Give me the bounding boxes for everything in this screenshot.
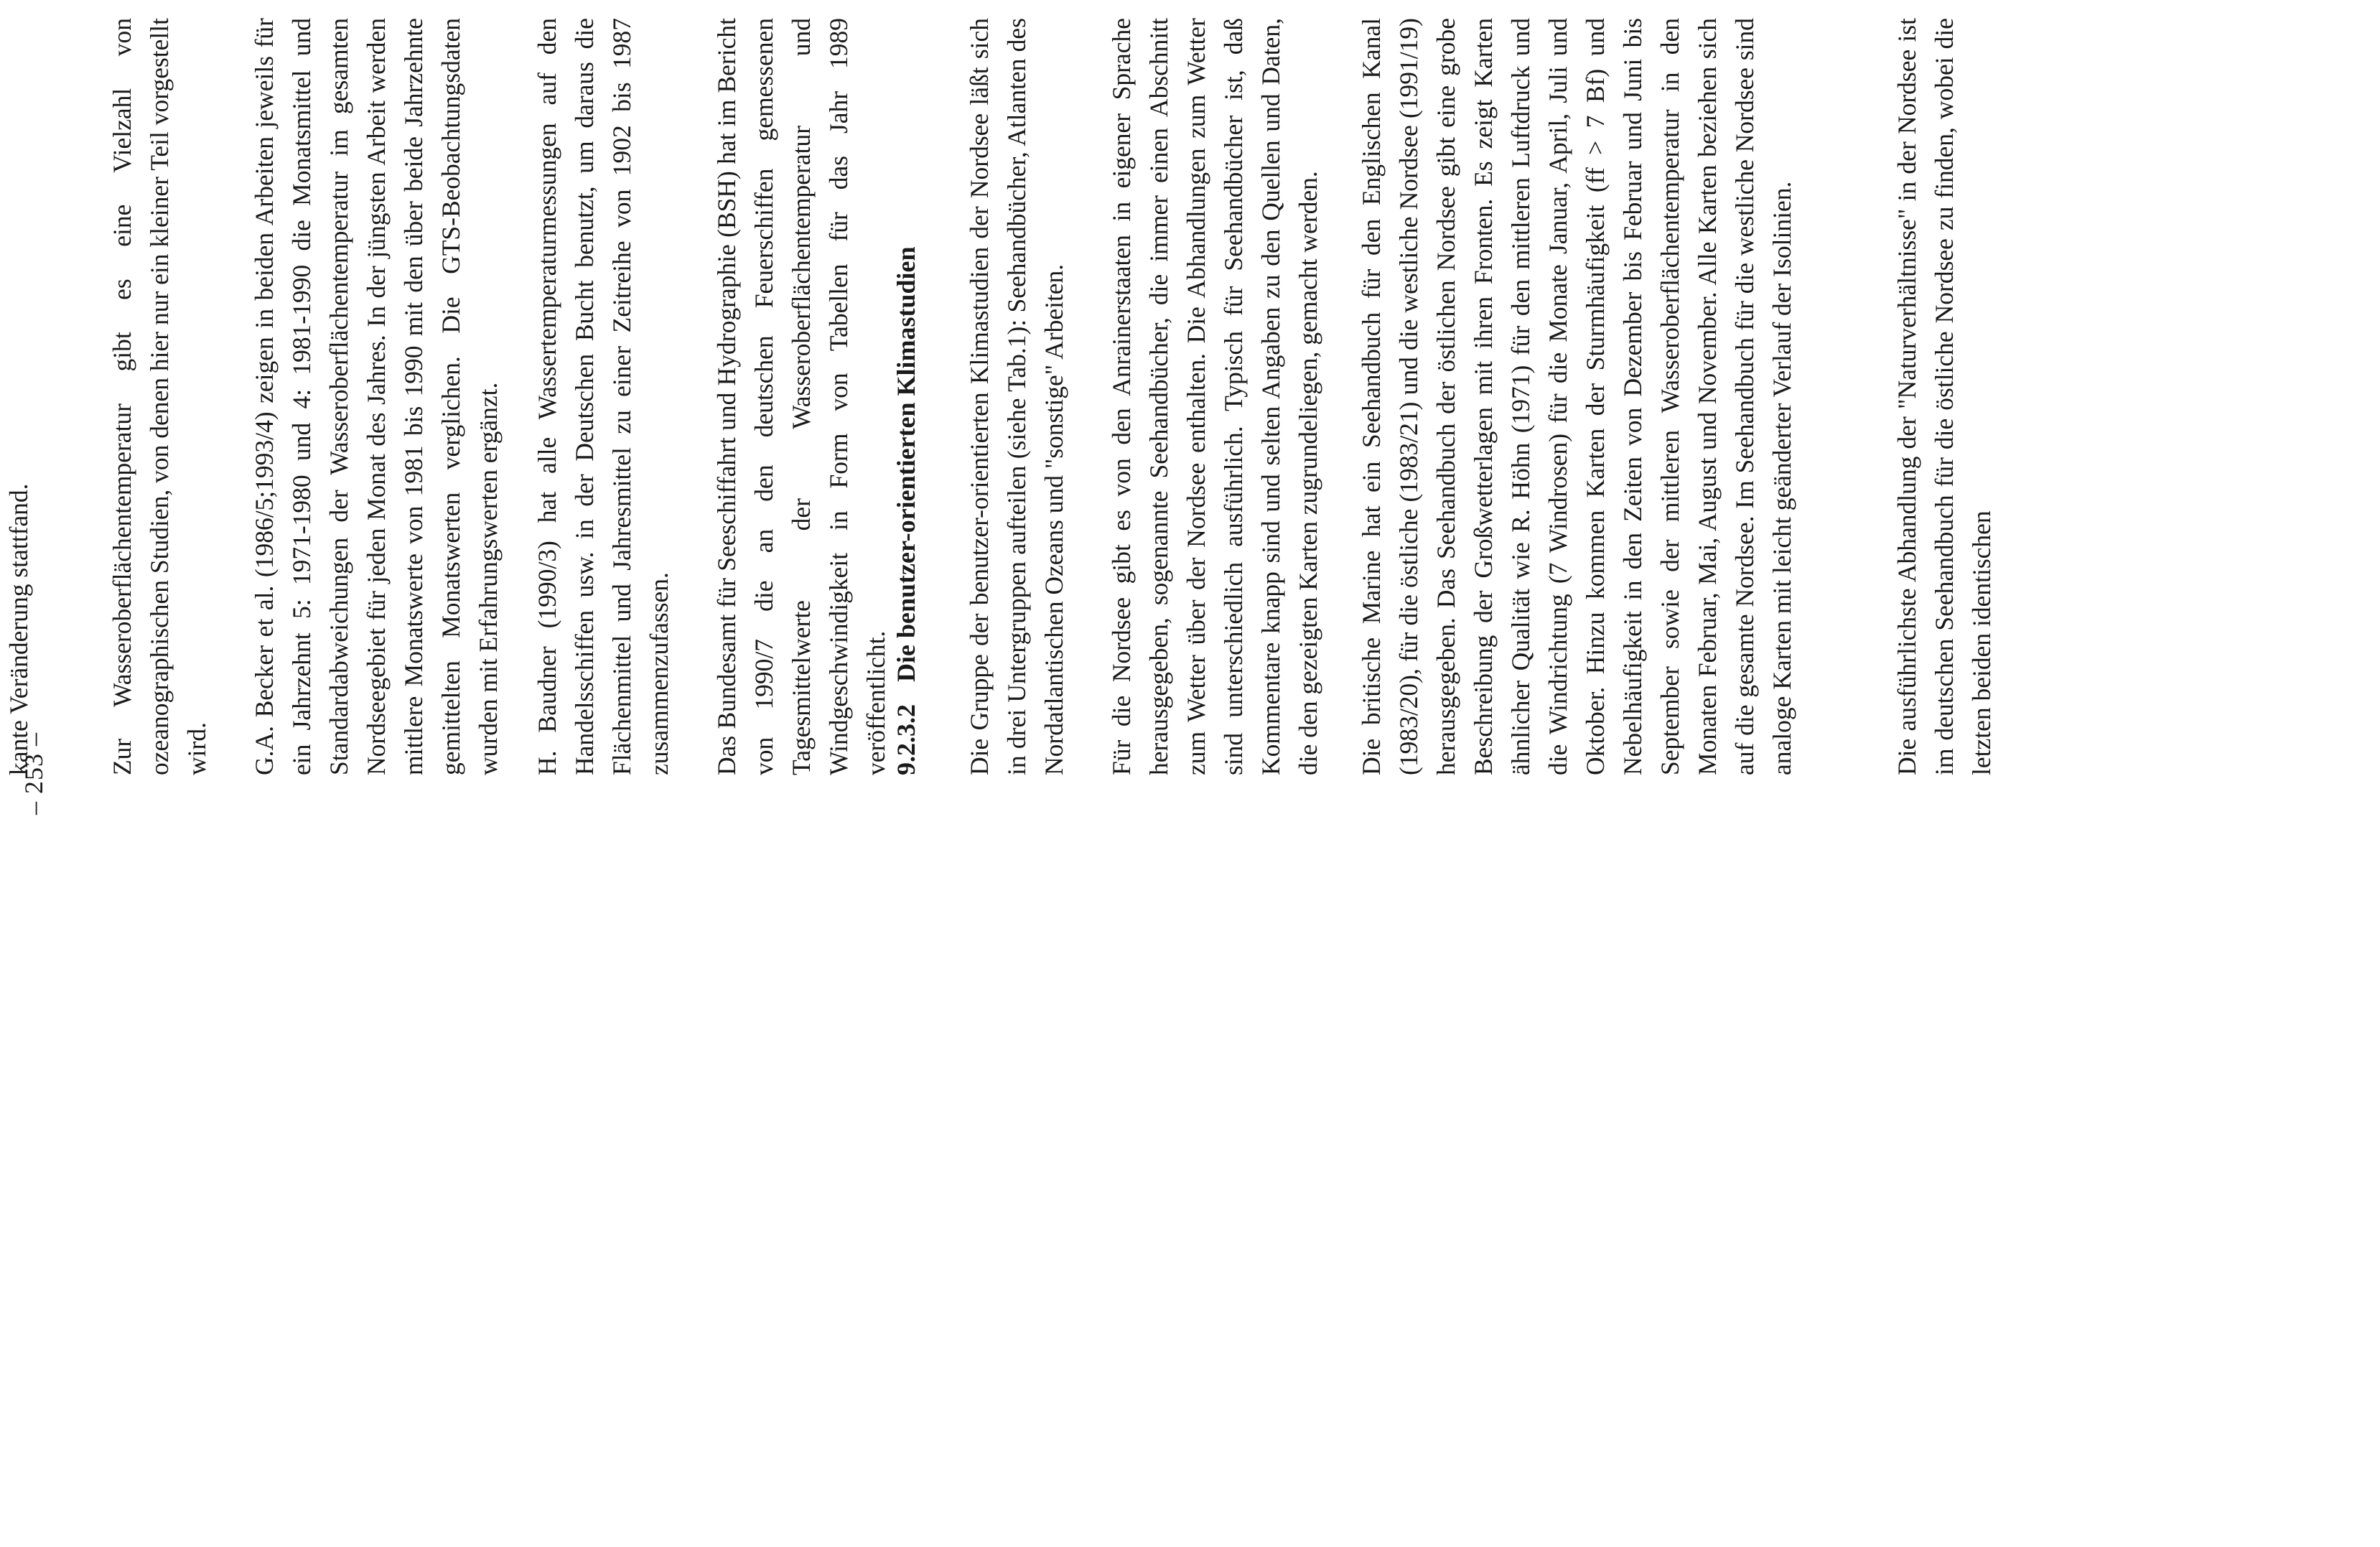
paragraph-water-temperature-intro: Zur Wasseroberflächentemperatur gibt es eine Vielzahl von ozeanographischen Studien, von denen hier nur ein kleiner Teil vorgestellt wird.	[108, 18, 211, 775]
paragraph-british-navy: Die britische Marine hat ein Seehandbuch für den Englischen Kanal (1983/20), für die östliche (1983/21) und die westliche Nordsee (1991/19) herausgegeben. Das Seehandbuch der östlichen Nordsee gibt eine grobe Beschreibung der Großwetterlagen mit ihren Fronten. Es zeigt Karten ähnlicher Qualität wie R. Höhn (1971) für den mittleren Luftdruck und die Windrichtung (7 Windrosen) für die Monate Januar, April, Juli und Oktober. Hinzu kommen Karten der Sturmhäufigkeit (ff > 7 Bf) und Nebelhäufigkeit in den Zeiten von Dezember bis Februar und Juni bis September sowie der mittleren Wasseroberflächentemperatur in den Monaten Februar, Mai, August und November. Alle Karten beziehen sich auf die gesamte Nordsee. Im Seehandbuch für die westliche Nordsee sind analoge Karten mit leicht geänderter Verlauf der Isolinien.	[1357, 18, 1796, 775]
paragraph-continuation: kante Veränderung stattfand.	[4, 483, 33, 775]
paragraph-user-oriented-groups: Die Gruppe der benutzer-orientierten Klimastudien der Nordsee läßt sich in drei Untergruppen aufteilen (siehe Tab.1): Seehandbücher, Atlanten des Nordatlantischen Ozeans und "sonstige" Arbeiten.	[965, 18, 1068, 775]
paragraph-naturverhaeltnisse: Die ausführlichste Abhandlung der "Naturverhältnisse" in der Nordsee ist im deutschen Seehandbuch für die östliche Nordsee zu finden, wobei die letzten beiden identischen	[1893, 18, 1996, 775]
paragraph-bsh: Das Bundesamt für Seeschiffahrt und Hydrographie (BSH) hat im Bericht von 1990/7 die an den deutschen Feuerschiffen gemessenen Tagesmittelwerte der Wasseroberflächentemperatur und Windgeschwindigkeit in Form von Tabellen für das Jahr 1989 veröffentlicht.	[712, 18, 890, 775]
section-title: Die benutzer-orientierten Klimastudien	[892, 246, 920, 682]
page-number: – 253 –	[19, 732, 48, 815]
paragraph-seehandbuecher: Für die Nordsee gibt es von den Anrainerstaaten in eigener Sprache herausgegeben, sogenannte Seehandbücher, die immer einen Abschnitt zum Wetter über der Nordsee enthalten. Die Abhandlungen zum Wetter sind unterschiedlich ausführlich. Typisch für Seehandbücher ist, daß Kommentare knapp sind und selten Angaben zu den Quellen und Daten, die den gezeigten Karten zugrundeliegen, gemacht werden.	[1107, 18, 1322, 775]
section-heading	[887, 18, 925, 775]
paragraph-becker: G.A. Becker et al. (1986/5;1993/4) zeigen in beiden Arbeiten jeweils für ein Jahrzehnt 5: 1971-1980 und 4: 1981-1990 die Monatsmittel und Standardabweichungen der Wasseroberflächentemperatur im gesamten Nordseegebiet für jeden Monat des Jahres. In der jüngsten Arbeit werden mittlere Monatswerte von 1981 bis 1990 mit den über beide Jahrzehnte gemittelten Monatswerten verglichen. Die GTS-Beobachtungsdaten wurden mit Erfahrungswerten ergänzt.	[250, 18, 503, 775]
section-number: 9.2.3.2	[892, 704, 920, 775]
paragraph-baudner: H. Baudner (1990/3) hat alle Wassertemperaturmessungen auf den Handelsschiffen usw. in der Deutschen Bucht benutzt, um daraus die Flächenmittel und Jahresmittel zu einer Zeitreihe von 1902 bis 1987 zusammenzufassen.	[533, 18, 673, 775]
